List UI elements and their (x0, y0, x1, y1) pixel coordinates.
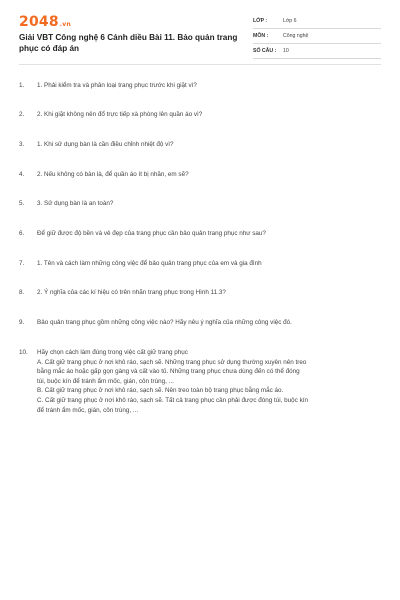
meta-key: LỚP : (253, 18, 268, 24)
question-number: 3. (19, 141, 25, 148)
question-line: Hãy chọn cách làm đúng trong việc cất giữ trang phục (37, 349, 188, 356)
question-line: 1. Tên và cách làm những công việc để bảo quản trang phục của em và gia đình (37, 260, 262, 267)
question-number: 2. (19, 111, 25, 118)
question-number: 10. (19, 349, 28, 356)
question-line: 2. Nếu không có bàn là, để quần áo ít bị nhăn, em sẽ? (37, 171, 189, 178)
question-text (37, 81, 381, 91)
question-number: 4. (19, 171, 25, 178)
question-number: 6. (19, 230, 25, 237)
answer-option-c: C. Cất giữ trang phục ở nơi khô ráo, sạch sẽ. Tất cả trang phục cần phải được đóng túi, buộc kín (37, 396, 308, 404)
question-text (37, 110, 381, 120)
meta-row-grade (253, 14, 381, 29)
worksheet-header (19, 14, 381, 70)
question-number: 9. (19, 319, 25, 326)
question-text (37, 229, 381, 239)
question-number: 7. (19, 260, 25, 267)
answer-option-a: A. Cất giữ trang phục ở nơi khô ráo, sạch sẽ. Những trang phục sử dụng thường xuyên nên treo (37, 358, 307, 366)
question-number: 1. (19, 82, 25, 89)
logo-text: 2048 (19, 14, 59, 30)
document-meta (253, 14, 381, 59)
question-number: 5. (19, 200, 25, 207)
logo-suffix: .vn (59, 21, 71, 28)
question-line: 2. Khi giặt không nên đổ trực tiếp xà phòng lên quần áo vì? (37, 111, 203, 118)
meta-value: Lớp 6 (283, 18, 297, 24)
meta-value: Công nghệ (283, 33, 309, 39)
answer-option-c-cont: để tránh ẩm mốc, gián, côn trùng, ... (37, 406, 139, 414)
page-bottom (0, 596, 400, 600)
meta-row-question-count (253, 44, 381, 59)
question-line: 1. Khi sử dụng bàn là cần điều chỉnh nhiệt độ vì? (37, 141, 174, 148)
site-logo[interactable] (19, 14, 71, 33)
question-text (37, 288, 381, 298)
answer-option-b: B. Cất giữ trang phục ở nơi khô ráo, sạch sẽ. Nên treo toàn bộ trang phục bằng mắc áo. (37, 387, 284, 395)
meta-key: MÔN : (253, 33, 269, 39)
meta-key: SỐ CÂU : (253, 48, 277, 54)
question-text (37, 170, 381, 180)
question-line: 1. Phải kiểm tra và phân loại trang phục trước khi giặt vì? (37, 82, 197, 89)
document-title: Giải VBT Công nghệ 6 Cánh diều Bài 11. Bảo quản trang phục có đáp án (19, 33, 238, 53)
answer-option-a-cont: bằng mắc áo hoặc gấp gọn gàng và cất vào tủ. Những trang phục chưa dùng đến có thể đóng (37, 368, 300, 376)
question-line: Bảo quản trang phục gồm những công việc nào? Hãy nêu ý nghĩa của những công việc đó. (37, 319, 292, 326)
question-text (37, 259, 381, 269)
question-line: 2. Ý nghĩa của các kí hiệu có trên nhãn trang phục trong Hình 11.3? (37, 289, 226, 296)
header-divider (19, 64, 381, 65)
question-text (37, 140, 381, 150)
question-text (37, 348, 381, 415)
question-text (37, 199, 381, 209)
question-line: Để giữ được độ bền và vẻ đẹp của trang phục cần bảo quản trang phục như sau? (37, 230, 266, 237)
meta-value: 10 (283, 48, 289, 54)
question-line: 3. Sử dụng bàn là an toàn? (37, 200, 114, 207)
question-number: 8. (19, 289, 25, 296)
meta-row-subject (253, 29, 381, 44)
question-text (37, 318, 381, 328)
answer-option-a-cont: túi, buộc kín để tránh ẩm mốc, gián, côn trùng, ... (37, 377, 174, 385)
